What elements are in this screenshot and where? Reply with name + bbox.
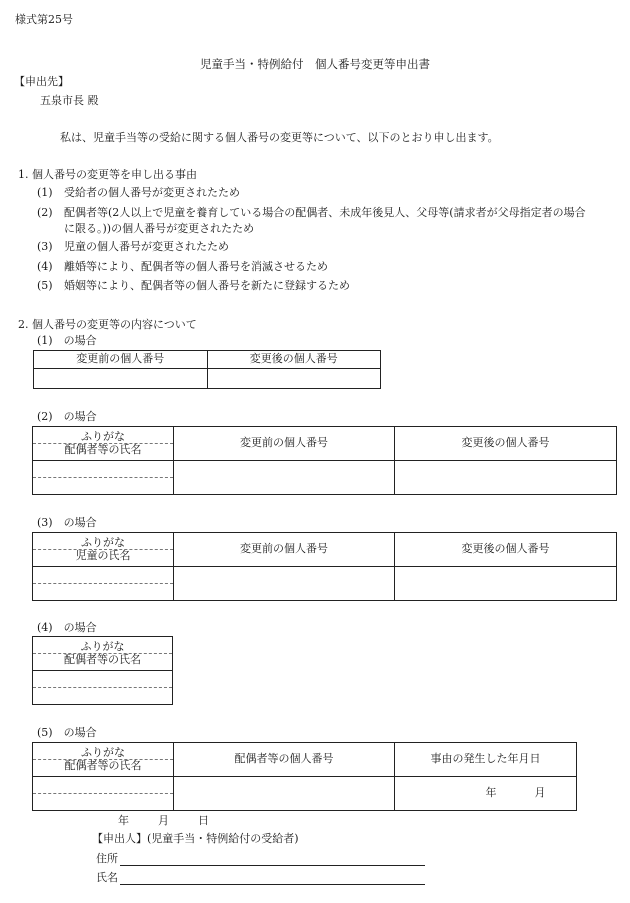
- case5-name-header: [33, 743, 174, 777]
- case1-table: [33, 350, 381, 389]
- case3-before-digits[interactable]: [174, 567, 395, 601]
- case1-after-header: 変更後の個人番号: [207, 351, 381, 369]
- case4-label: (4) の場合: [37, 621, 97, 634]
- case3-name-label: 児童の氏名: [75, 549, 131, 562]
- case5-number-digits[interactable]: [174, 777, 395, 811]
- name-label: 氏名: [96, 871, 118, 884]
- section2-heading: 2. 個人番号の変更等の内容について: [18, 318, 197, 331]
- case5-date-header: 事由の発生した年月日: [395, 743, 577, 777]
- reason-2-text: 配偶者等(2人以上で児童を養育している場合の配偶者、未成年後見人、父母等(請求者が父母指定者の場合: [64, 206, 586, 219]
- case4-table: [32, 636, 173, 705]
- case5-year-label: 年: [485, 786, 497, 800]
- case2-name-label: 配偶者等の氏名: [64, 443, 142, 456]
- case3-label: (3) の場合: [37, 516, 97, 529]
- applicant-label: 【申出人】(児童手当・特例給付の受給者): [92, 832, 299, 845]
- case3-furigana-label: ふりがな: [33, 537, 173, 550]
- case2-name-input[interactable]: [33, 461, 174, 495]
- reason-2-text-cont: に限る。))の個人番号が変更されたため: [64, 222, 255, 235]
- reason-4-num: (4): [37, 260, 53, 273]
- case2-after-header: 変更後の個人番号: [395, 427, 617, 461]
- intro-text: 私は、児童手当等の受給に関する個人番号の変更等について、以下のとおり申し出ます。: [60, 131, 499, 144]
- case5-label: (5) の場合: [37, 726, 97, 739]
- name-line[interactable]: [120, 884, 425, 885]
- case5-date-input[interactable]: [395, 777, 577, 811]
- reason-1-num: (1): [37, 186, 53, 199]
- form-number: 様式第25号: [15, 13, 73, 26]
- reason-1-text: 受給者の個人番号が変更されたため: [64, 186, 240, 199]
- footer-month-label: 月: [158, 814, 169, 827]
- submit-to-name: 五泉市長 殿: [40, 94, 99, 107]
- form-title: 児童手当・特例給付 個人番号変更等申出書: [200, 57, 430, 71]
- reason-4-text: 離婚等により、配偶者等の個人番号を消滅させるため: [64, 260, 328, 273]
- case1-before-header: 変更前の個人番号: [34, 351, 208, 369]
- case3-after-digits[interactable]: [395, 567, 617, 601]
- case2-before-header: 変更前の個人番号: [174, 427, 395, 461]
- footer-day-label: 日: [198, 814, 209, 827]
- footer-year-label: 年: [118, 814, 129, 827]
- case4-name-label: 配偶者等の氏名: [64, 653, 141, 666]
- case1-before-digits[interactable]: [34, 369, 208, 389]
- case5-number-header: 配偶者等の個人番号: [174, 743, 395, 777]
- address-label: 住所: [96, 852, 118, 865]
- case2-before-digits[interactable]: [174, 461, 395, 495]
- case5-furigana-label: ふりがな: [33, 747, 173, 760]
- case5-name-label: 配偶者等の氏名: [64, 759, 142, 772]
- submit-to-label: 【申出先】: [14, 75, 69, 88]
- case2-label: (2) の場合: [37, 410, 97, 423]
- case3-name-input[interactable]: [33, 567, 174, 601]
- case1-label: (1) の場合: [37, 334, 97, 347]
- reason-5-text: 婚姻等により、配偶者等の個人番号を新たに登録するため: [64, 279, 350, 292]
- case2-name-header: [33, 427, 174, 461]
- case2-after-digits[interactable]: [395, 461, 617, 495]
- case3-after-header: 変更後の個人番号: [395, 533, 617, 567]
- case2-furigana-label: ふりがな: [33, 431, 173, 444]
- case1-after-digits[interactable]: [207, 369, 381, 389]
- case5-table: [32, 742, 577, 811]
- case5-month-label: 月: [534, 786, 546, 800]
- case3-table: [32, 532, 617, 601]
- reason-3-num: (3): [37, 240, 53, 253]
- case5-name-input[interactable]: [33, 777, 174, 811]
- case3-name-header: [33, 533, 174, 567]
- case3-before-header: 変更前の個人番号: [174, 533, 395, 567]
- case2-table: [32, 426, 617, 495]
- reason-3-text: 児童の個人番号が変更されたため: [64, 240, 229, 253]
- reason-5-num: (5): [37, 279, 53, 292]
- case4-name-header: [33, 637, 173, 671]
- case4-name-input[interactable]: [33, 671, 173, 705]
- address-line[interactable]: [120, 865, 425, 866]
- case4-furigana-label: ふりがな: [33, 641, 172, 654]
- section1-heading: 1. 個人番号の変更等を申し出る事由: [18, 168, 197, 181]
- reason-2-num: (2): [37, 206, 53, 219]
